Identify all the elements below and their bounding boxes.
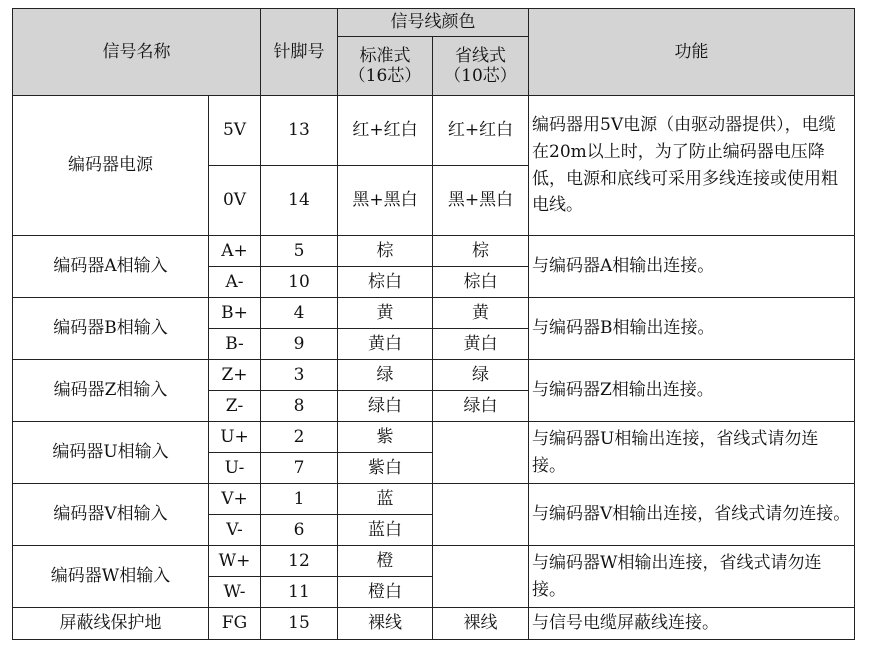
- pin-cell: 1: [261, 484, 338, 515]
- table-row: [13, 236, 855, 267]
- pin-cell: 3: [261, 360, 338, 391]
- saving-color-cell: 黄: [433, 298, 529, 329]
- header-wire-color: 信号线颜色: [338, 9, 529, 37]
- header-pin-no: 针脚号: [261, 9, 338, 96]
- standard-color-cell: 棕白: [338, 267, 433, 298]
- saving-color-cell: 裸线: [433, 608, 529, 640]
- saving-color-cell: 棕: [433, 236, 529, 267]
- signal-cell: 0V: [209, 166, 261, 236]
- saving-color-cell: 绿: [433, 360, 529, 391]
- signal-cell: W-: [209, 577, 261, 608]
- group-name: 编码器A相输入: [13, 236, 209, 298]
- pin-cell: 15: [261, 608, 338, 640]
- signal-cell: U-: [209, 453, 261, 484]
- header-standard-cores: （16芯）: [348, 66, 422, 86]
- group-name: 编码器V相输入: [13, 484, 209, 546]
- pin-cell: 11: [261, 577, 338, 608]
- header-standard-label: 标准式: [359, 45, 411, 66]
- saving-color-cell: 绿白: [433, 391, 529, 422]
- header-saving-label: 省线式: [455, 45, 506, 66]
- standard-color-cell: 蓝: [338, 484, 433, 515]
- standard-color-cell: 紫: [338, 422, 433, 453]
- table-wrapper: [12, 8, 855, 640]
- pin-cell: 5: [261, 236, 338, 267]
- function-cell: 与编码器W相输出连接，省线式请勿连接。: [529, 546, 855, 608]
- function-cell: 与编码器V相输出连接，省线式请勿连接。: [529, 484, 855, 546]
- standard-color-cell: 棕: [338, 236, 433, 267]
- standard-color-cell: 黑+黑白: [338, 166, 433, 236]
- function-cell: 与编码器Z相输出连接。: [529, 360, 855, 422]
- encoder-signal-table: [12, 8, 855, 640]
- header-signal-name: 信号名称: [13, 9, 261, 96]
- table-row: [13, 608, 855, 640]
- standard-color-cell: 绿: [338, 360, 433, 391]
- saving-color-cell: [433, 546, 529, 608]
- pin-cell: 8: [261, 391, 338, 422]
- table-row: [13, 422, 855, 453]
- signal-cell: U+: [209, 422, 261, 453]
- table-row: [13, 484, 855, 515]
- signal-cell: B-: [209, 329, 261, 360]
- standard-color-cell: 蓝白: [338, 515, 433, 546]
- signal-cell: V-: [209, 515, 261, 546]
- table-row: [13, 360, 855, 391]
- pin-cell: 10: [261, 267, 338, 298]
- table-row: [13, 96, 855, 166]
- signal-cell: A+: [209, 236, 261, 267]
- saving-color-cell: [433, 484, 529, 546]
- standard-color-cell: 紫白: [338, 453, 433, 484]
- group-name: 编码器U相输入: [13, 422, 209, 484]
- function-cell: 与编码器U相输出连接，省线式请勿连接。: [529, 422, 855, 484]
- saving-color-cell: 黄白: [433, 329, 529, 360]
- pin-cell: 4: [261, 298, 338, 329]
- pin-cell: 6: [261, 515, 338, 546]
- header-standard: [338, 37, 433, 96]
- saving-color-cell: 红+红白: [433, 96, 529, 166]
- signal-cell: FG: [209, 608, 261, 640]
- signal-cell: W+: [209, 546, 261, 577]
- header-saving: [433, 37, 529, 96]
- signal-cell: 5V: [209, 96, 261, 166]
- pin-cell: 7: [261, 453, 338, 484]
- pin-cell: 12: [261, 546, 338, 577]
- pin-cell: 2: [261, 422, 338, 453]
- group-name: 屏蔽线保护地: [13, 608, 209, 640]
- standard-color-cell: 红+红白: [338, 96, 433, 166]
- saving-color-cell: [433, 422, 529, 484]
- group-name: 编码器Z相输入: [13, 360, 209, 422]
- header-saving-cores: （10芯）: [444, 66, 517, 86]
- signal-cell: Z-: [209, 391, 261, 422]
- signal-cell: A-: [209, 267, 261, 298]
- pin-cell: 13: [261, 96, 338, 166]
- function-cell: 与编码器A相输出连接。: [529, 236, 855, 298]
- signal-cell: Z+: [209, 360, 261, 391]
- pin-cell: 14: [261, 166, 338, 236]
- saving-color-cell: 棕白: [433, 267, 529, 298]
- header-function: 功能: [529, 9, 855, 96]
- function-cell: 与信号电缆屏蔽线连接。: [529, 608, 855, 640]
- standard-color-cell: 橙白: [338, 577, 433, 608]
- function-cell: 编码器用5V电源（由驱动器提供），电缆在20m以上时，为了防止编码器电压降低，电源和底线可采用多线连接或使用粗电线。: [529, 96, 855, 236]
- standard-color-cell: 裸线: [338, 608, 433, 640]
- standard-color-cell: 绿白: [338, 391, 433, 422]
- pin-cell: 9: [261, 329, 338, 360]
- saving-color-cell: 黑+黑白: [433, 166, 529, 236]
- table-row: [13, 298, 855, 329]
- table-row: [13, 546, 855, 577]
- standard-color-cell: 黄白: [338, 329, 433, 360]
- signal-cell: B+: [209, 298, 261, 329]
- function-cell: 与编码器B相输出连接。: [529, 298, 855, 360]
- group-name: 编码器B相输入: [13, 298, 209, 360]
- signal-cell: V+: [209, 484, 261, 515]
- standard-color-cell: 橙: [338, 546, 433, 577]
- standard-color-cell: 黄: [338, 298, 433, 329]
- group-name: 编码器W相输入: [13, 546, 209, 608]
- group-name: 编码器电源: [13, 96, 209, 236]
